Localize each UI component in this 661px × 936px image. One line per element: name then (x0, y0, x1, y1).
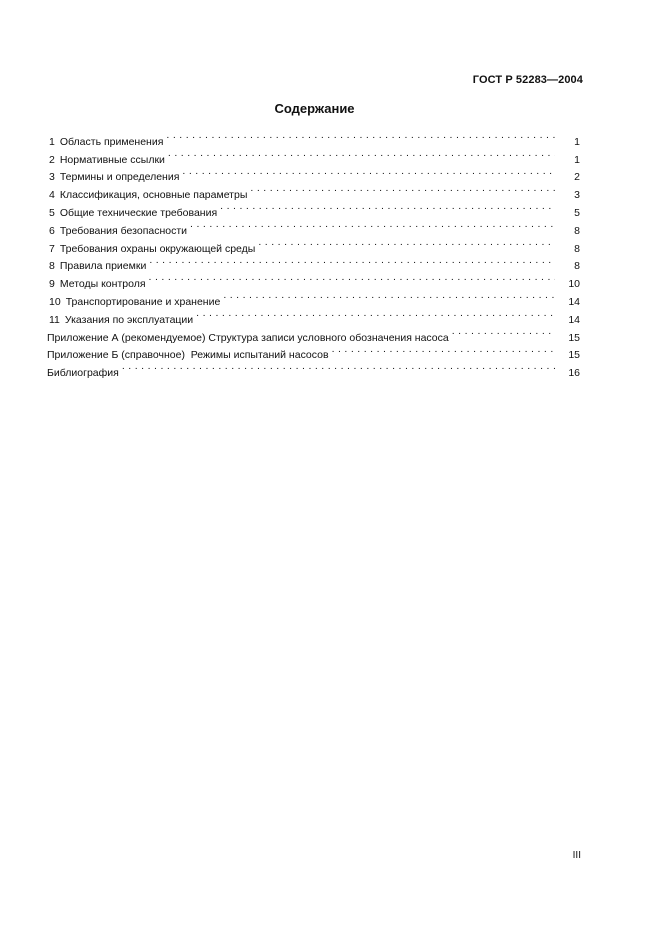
toc-entry-number: 8 (49, 260, 55, 273)
dot-leader (149, 269, 555, 287)
dot-leader (190, 216, 555, 234)
toc-entry-number: 5 (49, 206, 55, 219)
toc-entry-number: 7 (49, 242, 55, 255)
toc-entry-number: 1 (49, 135, 55, 148)
toc-entry-number: 11 (49, 313, 60, 326)
toc-entry-label: Указания по эксплуатации (64, 313, 194, 326)
toc-entry-number: 9 (49, 278, 55, 291)
toc-entry-page: 15 (568, 349, 580, 362)
dot-leader (223, 287, 555, 305)
toc-entry-label: Приложение Б (справочное) Режимы испытаний насосов (47, 349, 329, 362)
dot-leader (182, 163, 555, 181)
toc-entry-label: Методы контроля (59, 278, 146, 291)
toc-entry-number: 2 (49, 153, 55, 166)
toc-entry-page: 14 (568, 313, 580, 326)
toc-entry-number: 3 (49, 171, 55, 184)
dot-leader (196, 305, 555, 323)
table-of-contents (47, 127, 580, 380)
toc-entry[interactable] (47, 127, 580, 148)
dot-leader (122, 358, 555, 376)
toc-entry-label: Правила приемки (59, 260, 147, 273)
dot-leader (258, 234, 555, 252)
dot-leader (452, 323, 555, 341)
toc-entry-page: 15 (568, 331, 580, 344)
toc-entry-page: 10 (568, 278, 580, 291)
toc-entry-page: 2 (574, 171, 580, 184)
document-code: ГОСТ Р 52283—2004 (472, 74, 583, 86)
dot-leader (250, 180, 555, 198)
toc-entry-page: 8 (574, 260, 580, 273)
toc-entry-label: Термины и определения (59, 171, 180, 184)
toc-entry-label: Нормативные ссылки (59, 153, 165, 166)
toc-entry-page: 8 (574, 224, 580, 237)
toc-entry-page: 1 (574, 135, 580, 148)
dot-leader (332, 341, 555, 359)
toc-entry-number: 10 (49, 295, 61, 308)
toc-entry-page: 1 (574, 153, 580, 166)
toc-entry-number: 4 (49, 189, 55, 202)
toc-entry-page: 3 (574, 189, 580, 202)
toc-entry-label: Приложение А (рекомендуемое) Структура записи условного обозначения насоса (47, 331, 449, 344)
toc-entry-label: Общие технические требования (59, 206, 218, 219)
toc-entry-label: Классификация, основные параметры (59, 189, 248, 202)
toc-entry-label: Требования безопасности (59, 224, 188, 237)
dot-leader (149, 252, 555, 270)
toc-entry-label: Требования охраны окружающей среды (59, 242, 256, 255)
dot-leader (166, 127, 555, 145)
toc-entry-page: 5 (574, 206, 580, 219)
toc-entry-page: 8 (574, 242, 580, 255)
toc-entry-label: Библиография (47, 367, 119, 380)
toc-entry-number: 6 (49, 224, 55, 237)
toc-entry-bibliography[interactable] (47, 358, 580, 380)
toc-entry-label: Транспортирование и хранение (65, 295, 221, 308)
toc-entry-label: Область применения (59, 135, 164, 148)
dot-leader (168, 145, 555, 163)
page-number: III (572, 850, 581, 861)
toc-entry-page: 14 (568, 295, 580, 308)
toc-entry-page: 16 (568, 367, 580, 380)
dot-leader (220, 198, 555, 216)
page-title: Содержание (274, 101, 355, 116)
